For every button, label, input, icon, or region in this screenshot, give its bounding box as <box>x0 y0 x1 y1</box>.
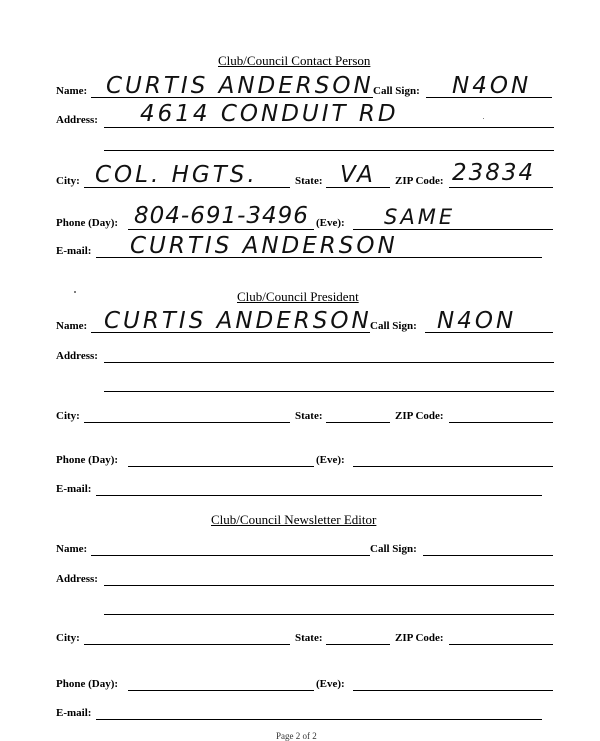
president-zip-field[interactable] <box>449 422 553 423</box>
president-phone-day-label: Phone (Day): <box>56 454 119 466</box>
president-name-value: CURTIS ANDERSON <box>104 308 372 334</box>
president-city-label: City: <box>56 410 80 422</box>
president-phone-day-field[interactable] <box>128 466 314 467</box>
editor-city-field[interactable] <box>84 644 290 645</box>
contact-city-label: City: <box>56 175 80 187</box>
editor-zip-field[interactable] <box>449 644 553 645</box>
contact-zip-label: ZIP Code: <box>395 175 444 187</box>
contact-callsign-value: N4ON <box>452 73 532 99</box>
editor-address-field[interactable] <box>104 585 554 586</box>
contact-phone-day-value: 804-691-3496 <box>134 203 309 229</box>
president-state-label: State: <box>295 410 323 422</box>
scan-speck <box>483 118 484 119</box>
editor-email-field[interactable] <box>96 719 542 720</box>
contact-city-value: COL. HGTS. <box>95 162 258 188</box>
editor-section-heading: Club/Council Newsletter Editor <box>211 512 377 527</box>
editor-name-field[interactable] <box>91 555 370 556</box>
contact-state-value: VA <box>340 162 376 188</box>
contact-address-label: Address: <box>56 114 98 126</box>
contact-phone-eve-field[interactable] <box>353 229 553 230</box>
president-address-label: Address: <box>56 350 98 362</box>
contact-phone-eve-value: SAME <box>384 205 456 229</box>
contact-callsign-label: Call Sign: <box>373 85 420 97</box>
contact-section-heading: Club/Council Contact Person <box>218 53 371 68</box>
scan-speck <box>74 291 76 293</box>
contact-zip-value: 23834 <box>452 160 536 186</box>
contact-email-label: E-mail: <box>56 245 92 257</box>
contact-state-label: State: <box>295 175 323 187</box>
contact-name-value: CURTIS ANDERSON <box>106 73 374 99</box>
president-email-field[interactable] <box>96 495 542 496</box>
contact-phone-eve-label: (Eve): <box>316 217 345 229</box>
editor-callsign-field[interactable] <box>423 555 553 556</box>
president-phone-eve-field[interactable] <box>353 466 553 467</box>
contact-email-value: CURTIS ANDERSON <box>130 233 398 259</box>
contact-name-label: Name: <box>56 85 88 97</box>
president-address-field[interactable] <box>104 362 554 363</box>
president-city-field[interactable] <box>84 422 290 423</box>
contact-address-value: 4614 CONDUIT RD <box>140 101 399 127</box>
president-state-field[interactable] <box>326 422 390 423</box>
president-email-label: E-mail: <box>56 483 92 495</box>
editor-state-label: State: <box>295 632 323 644</box>
contact-zip-field[interactable] <box>449 187 553 188</box>
contact-address-field[interactable] <box>104 127 554 128</box>
editor-phone-eve-field[interactable] <box>353 690 553 691</box>
contact-address-line2[interactable] <box>104 150 554 151</box>
editor-address-label: Address: <box>56 573 98 585</box>
editor-email-label: E-mail: <box>56 707 92 719</box>
editor-city-label: City: <box>56 632 80 644</box>
president-address-line2[interactable] <box>104 391 554 392</box>
page-footer: Page 2 of 2 <box>276 731 317 741</box>
editor-phone-day-field[interactable] <box>128 690 314 691</box>
contact-phone-day-field[interactable] <box>128 229 314 230</box>
editor-phone-day-label: Phone (Day): <box>56 678 119 690</box>
president-callsign-label: Call Sign: <box>370 320 417 332</box>
contact-phone-day-label: Phone (Day): <box>56 217 119 229</box>
editor-callsign-label: Call Sign: <box>370 543 417 555</box>
president-section-heading: Club/Council President <box>237 289 359 304</box>
editor-zip-label: ZIP Code: <box>395 632 444 644</box>
editor-address-line2[interactable] <box>104 614 554 615</box>
president-phone-eve-label: (Eve): <box>316 454 345 466</box>
editor-name-label: Name: <box>56 543 88 555</box>
president-name-label: Name: <box>56 320 88 332</box>
president-zip-label: ZIP Code: <box>395 410 444 422</box>
president-callsign-value: N4ON <box>437 308 517 334</box>
editor-phone-eve-label: (Eve): <box>316 678 345 690</box>
editor-state-field[interactable] <box>326 644 390 645</box>
